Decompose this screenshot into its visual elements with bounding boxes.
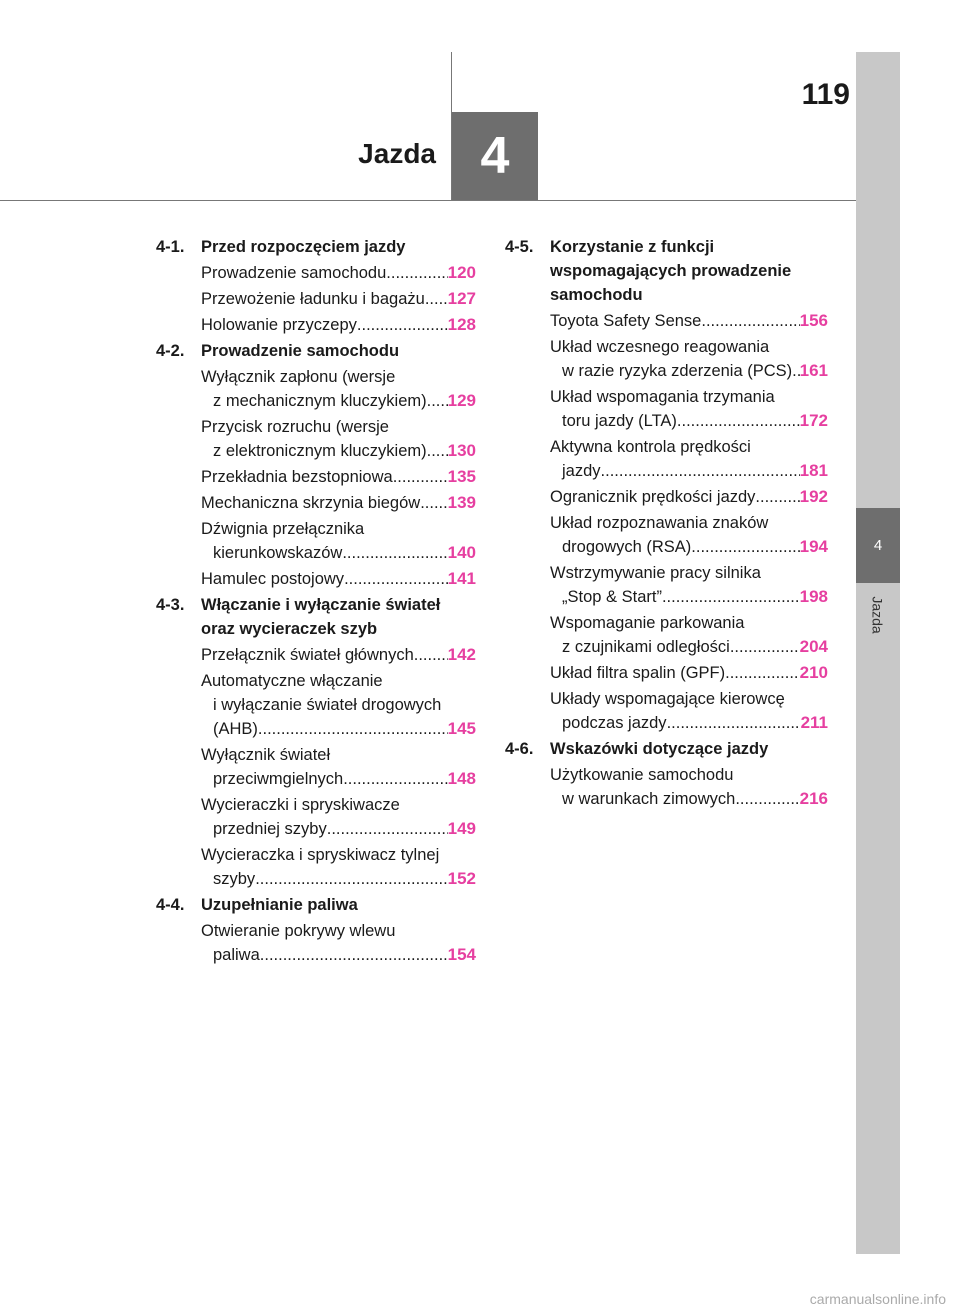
- entry-line: [550, 561, 828, 585]
- dot-leader: [667, 711, 801, 735]
- entry-text: Holowanie przyczepy: [201, 316, 357, 334]
- entry-line: [550, 661, 828, 685]
- entry-line: [550, 535, 828, 559]
- entry-line: [201, 465, 476, 489]
- entry-line: [201, 313, 476, 337]
- page-reference-link[interactable]: 142: [447, 645, 476, 664]
- section-title: Uzupełnianie paliwa: [201, 896, 358, 914]
- toc-entry[interactable]: [550, 511, 828, 559]
- entry-line: [201, 843, 476, 867]
- footer-watermark: carmanualsonline.info: [809, 1291, 946, 1307]
- page-reference-link[interactable]: 148: [447, 769, 476, 788]
- toc-entry[interactable]: [550, 763, 828, 811]
- page-reference-link[interactable]: 194: [799, 537, 828, 556]
- toc-section: [156, 593, 476, 891]
- toc-entry[interactable]: [201, 313, 476, 337]
- entry-line: [201, 793, 476, 817]
- toc-entry[interactable]: [550, 611, 828, 659]
- entry-line: [550, 459, 828, 483]
- toc-section: [505, 737, 828, 811]
- toc-right-column: [505, 235, 828, 813]
- page-number: 119: [801, 78, 850, 111]
- entry-line: [550, 511, 828, 535]
- dot-leader: [427, 439, 448, 463]
- entry-text: Przekładnia bezstopniowa: [201, 468, 393, 486]
- dot-leader: [260, 943, 448, 967]
- dot-leader: [730, 635, 800, 659]
- side-tab-chapter[interactable]: 4: [856, 508, 900, 583]
- toc-entry[interactable]: [550, 485, 828, 509]
- dot-leader: [344, 567, 448, 591]
- entry-text: Układ wspomagania trzymania: [550, 388, 775, 406]
- page-reference-link[interactable]: 156: [799, 311, 828, 330]
- entry-line: [201, 439, 476, 463]
- dot-leader: [755, 485, 799, 509]
- entry-text: Automatyczne włączanie: [201, 672, 383, 690]
- dot-leader: [691, 535, 799, 559]
- dot-leader: [393, 465, 448, 489]
- section-number: 4-6.: [505, 740, 534, 758]
- entry-line: [201, 693, 476, 717]
- entry-text: w razie ryzyka zderzenia (PCS): [562, 362, 793, 380]
- entry-line: [550, 309, 828, 333]
- page-reference-link[interactable]: 145: [447, 719, 476, 738]
- section-title: Wskazówki dotyczące jazdy: [550, 740, 769, 758]
- page-reference-link[interactable]: 130: [447, 441, 476, 460]
- dot-leader: [414, 643, 448, 667]
- page-reference-link[interactable]: 204: [799, 637, 828, 656]
- toc-entry[interactable]: [201, 365, 476, 413]
- entry-text: Układ wczesnego reagowania: [550, 338, 770, 356]
- toc-entry[interactable]: [201, 843, 476, 891]
- section-number: 4-4.: [156, 896, 185, 914]
- toc-left-column: [156, 235, 476, 969]
- toc-section: [156, 893, 476, 967]
- dot-leader: [427, 389, 448, 413]
- page-reference-link[interactable]: 135: [447, 467, 476, 486]
- dot-leader: [735, 787, 799, 811]
- entry-text: Wyłącznik świateł: [201, 746, 331, 764]
- toc-entry[interactable]: [201, 517, 476, 565]
- entry-line: [201, 261, 476, 285]
- toc-entry[interactable]: [201, 415, 476, 463]
- entry-line: [201, 717, 476, 741]
- entry-text: (AHB): [213, 720, 258, 738]
- entry-text: Otwieranie pokrywy wlewu: [201, 922, 396, 940]
- page-reference-link[interactable]: 139: [447, 493, 476, 512]
- entry-line: [201, 415, 476, 439]
- entry-text: Wyłącznik zapłonu (wersje: [201, 368, 396, 386]
- entry-line: [201, 943, 476, 967]
- toc-entry[interactable]: [201, 669, 476, 741]
- entry-line: [201, 867, 476, 891]
- dot-leader: [386, 261, 447, 285]
- toc-entry[interactable]: [550, 385, 828, 433]
- toc-entry[interactable]: [201, 465, 476, 489]
- dot-leader: [357, 313, 448, 337]
- entry-text: Przycisk rozruchu (wersje: [201, 418, 389, 436]
- section-number: 4-2.: [156, 342, 185, 360]
- entry-line: [550, 711, 828, 735]
- entry-text: i wyłączanie świateł drogowych: [213, 696, 442, 714]
- page-reference-link[interactable]: 172: [799, 411, 828, 430]
- entry-text: Układ rozpoznawania znaków: [550, 514, 769, 532]
- toc-entry[interactable]: [550, 661, 828, 685]
- entry-text: przeciwmgielnych: [213, 770, 344, 788]
- entry-text: w warunkach zimowych: [562, 790, 736, 808]
- entry-text: Przełącznik świateł głównych: [201, 646, 414, 664]
- page-reference-link[interactable]: 152: [447, 869, 476, 888]
- section-heading[interactable]: [505, 235, 828, 307]
- entry-line: [550, 763, 828, 787]
- section-number: 4-1.: [156, 238, 185, 256]
- entry-line: [550, 435, 828, 459]
- page-reference-link[interactable]: 181: [799, 461, 828, 480]
- section-heading[interactable]: [156, 593, 476, 641]
- entry-line: [550, 611, 828, 635]
- section-number: 4-3.: [156, 596, 185, 614]
- entry-line: [550, 485, 828, 509]
- entry-line: [550, 635, 828, 659]
- entry-text: Układ filtra spalin (GPF): [550, 664, 726, 682]
- entry-text: Wycieraczki i spryskiwacze: [201, 796, 400, 814]
- side-index-strip: [856, 52, 900, 1254]
- entry-text: „Stop & Start”: [562, 588, 662, 606]
- entry-line: [550, 687, 828, 711]
- section-title: Korzystanie z funkcji wspomagających prowadzenie samochodu: [550, 238, 792, 304]
- entry-line: [201, 767, 476, 791]
- entry-text: Wstrzymywanie pracy silnika: [550, 564, 761, 582]
- entry-text: szyby: [213, 870, 256, 888]
- section-heading[interactable]: [505, 737, 828, 761]
- section-heading[interactable]: [156, 339, 476, 363]
- toc-section: [505, 235, 828, 735]
- entry-text: Hamulec postojowy: [201, 570, 345, 588]
- entry-line: [201, 643, 476, 667]
- entry-line: [201, 365, 476, 389]
- entry-text: Użytkowanie samochodu: [550, 766, 734, 784]
- dot-leader: [343, 767, 447, 791]
- entry-text: podczas jazdy: [562, 714, 667, 732]
- entry-line: [201, 491, 476, 515]
- entry-text: toru jazdy (LTA): [562, 412, 677, 430]
- toc-entry[interactable]: [550, 561, 828, 609]
- dot-leader: [662, 585, 800, 609]
- page-reference-link[interactable]: 128: [447, 315, 476, 334]
- page-reference-link[interactable]: 129: [447, 391, 476, 410]
- section-heading[interactable]: [156, 235, 476, 259]
- section-title: Prowadzenie samochodu: [201, 342, 400, 360]
- entry-text: paliwa: [213, 946, 260, 964]
- toc-entry[interactable]: [201, 287, 476, 311]
- page-reference-link[interactable]: 210: [799, 663, 828, 682]
- dot-leader: [792, 359, 799, 383]
- entry-text: Mechaniczna skrzynia biegów: [201, 494, 421, 512]
- entry-line: [550, 335, 828, 359]
- toc-entry[interactable]: [201, 919, 476, 967]
- dot-leader: [425, 287, 448, 311]
- entry-text: Przewożenie ładunku i bagażu: [201, 290, 425, 308]
- dot-leader: [701, 309, 799, 333]
- entry-text: Ogranicznik prędkości jazdy: [550, 488, 756, 506]
- entry-text: drogowych (RSA): [562, 538, 692, 556]
- entry-text: z elektronicznym kluczykiem): [213, 442, 427, 460]
- entry-text: z mechanicznym kluczykiem): [213, 392, 427, 410]
- entry-line: [550, 787, 828, 811]
- entry-line: [201, 389, 476, 413]
- entry-text: Wspomaganie parkowania: [550, 614, 745, 632]
- section-title: Przed rozpoczęciem jazdy: [201, 238, 406, 256]
- entry-line: [550, 359, 828, 383]
- toc-entry[interactable]: [201, 793, 476, 841]
- page-reference-link[interactable]: 161: [799, 361, 828, 380]
- toc-entry[interactable]: [550, 335, 828, 383]
- toc-section: [156, 235, 476, 337]
- entry-text: Aktywna kontrola prędkości: [550, 438, 751, 456]
- page-reference-link[interactable]: 141: [447, 569, 476, 588]
- entry-text: Wycieraczka i spryskiwacz tylnej: [201, 846, 440, 864]
- dot-leader: [258, 717, 448, 741]
- entry-line: [201, 567, 476, 591]
- section-number: 4-5.: [505, 238, 534, 256]
- page-reference-link[interactable]: 211: [800, 713, 828, 732]
- entry-text: z czujnikami odległości: [562, 638, 730, 656]
- dot-leader: [601, 459, 800, 483]
- toc-entry[interactable]: [550, 309, 828, 333]
- dot-leader: [420, 491, 447, 515]
- toc-entry[interactable]: [201, 567, 476, 591]
- toc-entry[interactable]: [201, 491, 476, 515]
- section-heading[interactable]: [156, 893, 476, 917]
- page-reference-link[interactable]: 216: [799, 789, 828, 808]
- toc-section: [156, 339, 476, 591]
- dot-leader: [327, 817, 448, 841]
- page-reference-link[interactable]: 198: [799, 587, 828, 606]
- header-horizontal-rule: [0, 200, 858, 201]
- entry-text: przedniej szyby: [213, 820, 327, 838]
- entry-line: [201, 517, 476, 541]
- dot-leader: [342, 541, 447, 565]
- toc-entry[interactable]: [201, 261, 476, 285]
- dot-leader: [255, 867, 447, 891]
- entry-line: [201, 817, 476, 841]
- toc-entry[interactable]: [550, 687, 828, 735]
- toc-entry[interactable]: [201, 643, 476, 667]
- entry-line: [201, 287, 476, 311]
- entry-line: [201, 541, 476, 565]
- toc-entry[interactable]: [550, 435, 828, 483]
- dot-leader: [725, 661, 799, 685]
- toc-entry[interactable]: [201, 743, 476, 791]
- entry-text: Układy wspomagające kierowcę: [550, 690, 785, 708]
- page-reference-link[interactable]: 154: [447, 945, 476, 964]
- entry-text: jazdy: [562, 462, 601, 480]
- page-reference-link[interactable]: 149: [447, 819, 476, 838]
- entry-text: Toyota Safety Sense: [550, 312, 702, 330]
- chapter-title: Jazda: [358, 138, 436, 169]
- entry-text: kierunkowskazów: [213, 544, 343, 562]
- dot-leader: [677, 409, 800, 433]
- page-reference-link[interactable]: 127: [447, 289, 476, 308]
- side-tab-label: Jazda: [869, 596, 886, 634]
- entry-line: [550, 585, 828, 609]
- entry-text: Dźwignia przełącznika: [201, 520, 365, 538]
- entry-line: [550, 409, 828, 433]
- page-reference-link[interactable]: 192: [799, 487, 828, 506]
- page-reference-link[interactable]: 140: [447, 543, 476, 562]
- entry-line: [201, 919, 476, 943]
- entry-line: [201, 743, 476, 767]
- entry-line: [201, 669, 476, 693]
- page-reference-link[interactable]: 120: [447, 263, 476, 282]
- section-title: Włączanie i wyłączanie świateł oraz wycieraczek szyb: [201, 596, 441, 638]
- chapter-number-box: 4: [452, 112, 538, 200]
- entry-text: Prowadzenie samochodu: [201, 264, 387, 282]
- entry-line: [550, 385, 828, 409]
